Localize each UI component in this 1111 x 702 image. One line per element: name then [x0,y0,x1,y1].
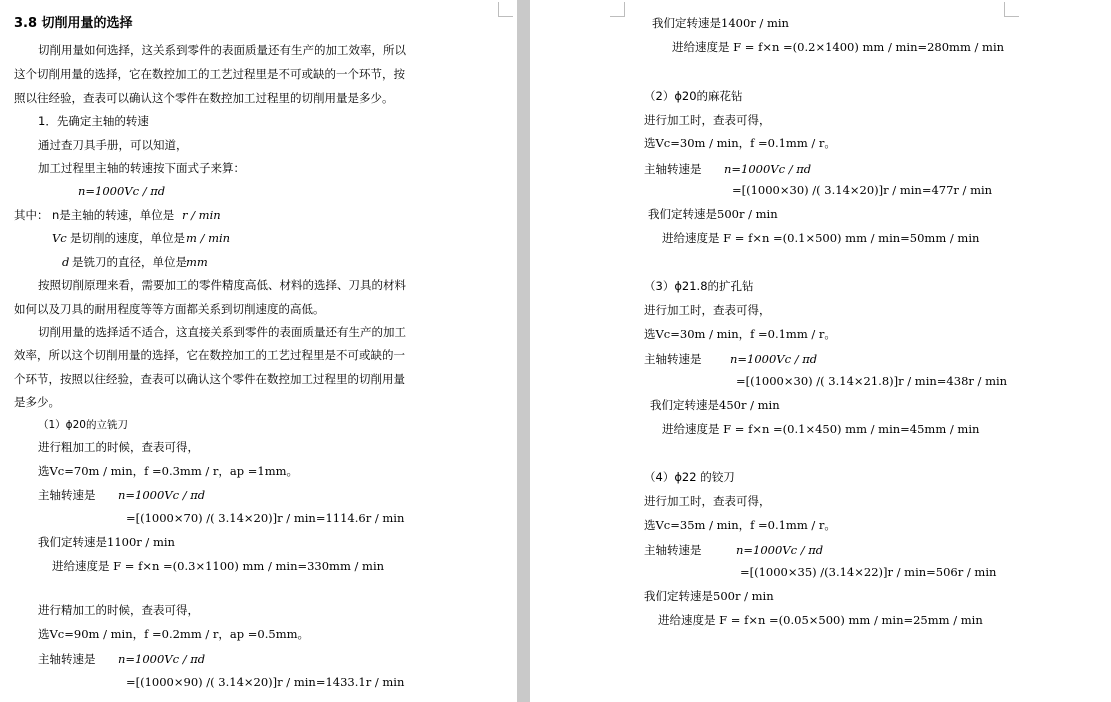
tool3-query: 进行加工时，查表可得， [644,303,771,317]
paragraph-line: 切削用量如何选择，这关系到零件的表面质量还有生产的加工效率，所以 [38,43,406,57]
paragraph-line: 如何以及刀具的耐用程度等等方面都关系到切削速度的高低。 [14,302,325,316]
paragraph-line: 照以往经验，查表可以确认这个零件在数控加工过程里的切削用量是多少。 [14,91,394,105]
tool4-title: （4）ϕ22 的铰刀 [644,470,735,484]
tool4-spindle-formula: n=1000Vc / πd [736,543,824,557]
tool2-title: （2）ϕ20的麻花钻 [644,89,743,103]
finish-set-speed: 我们定转速是1400r / min [652,16,789,30]
tool1-title: （1）ϕ20的立铣刀 [38,419,128,431]
tool4-select: 选Vc=35m / min，f =0.1mm / r。 [644,518,836,532]
tool3-spindle-formula: n=1000Vc / πd [730,352,818,366]
tool2-set-speed: 我们定转速是500r / min [648,207,778,221]
paragraph-line: 效率，所以这个切削用量的选择，它在数控加工的工艺过程里是不可或缺的一 [14,348,405,362]
variable-vc-unit: m / min [186,231,231,245]
tool4-spindle-label: 主轴转速是 [644,543,702,557]
finish-spindle-calc: =[(1000×90) /( 3.14×20)]r / min=1433.1r / min [126,675,405,689]
finish-query: 进行精加工的时候，查表可得， [38,603,199,617]
where-label: 其中： [14,208,49,222]
tool3-spindle-label: 主轴转速是 [644,352,702,366]
finish-spindle-label: 主轴转速是 [38,652,96,666]
rough-spindle-formula: n=1000Vc / πd [118,488,206,502]
paragraph-line: 按照切削原理来看，需要加工的零件精度高低、材料的选择、刀具的材料 [38,278,406,292]
tool2-query: 进行加工时，查表可得， [644,113,771,127]
variable-d-symbol: d [62,255,70,269]
variable-n-unit: r / min [182,208,221,222]
tool4-feed: 进给速度是 F = f×n =(0.05×500) mm / min=25mm / min [658,613,983,627]
margin-corner-mark [610,2,625,17]
variable-vc-symbol: Vc [52,231,67,245]
document-page-right [530,0,1111,702]
tool3-select: 选Vc=30m / min，f =0.1mm / r。 [644,327,836,341]
step-heading: 1．先确定主轴的转速 [38,114,149,128]
paragraph-line: 加工过程里主轴的转速按下面式子来算： [38,161,245,175]
paragraph-line: 通过查刀具手册，可以知道， [38,138,188,152]
tool2-feed: 进给速度是 F = f×n =(0.1×500) mm / min=50mm / min [662,231,980,245]
margin-corner-mark [498,2,513,17]
paragraph-line: 个环节，按照以往经验，查表可以确认这个零件在数控加工过程里的切削用量 [14,372,405,386]
variable-n-desc: n是主轴的转速，单位是 [52,208,175,222]
finish-spindle-formula: n=1000Vc / πd [118,652,206,666]
tool2-spindle-label: 主轴转速是 [644,162,702,176]
finish-select: 选Vc=90m / min，f =0.2mm / r，ap =0.5mm。 [38,627,310,641]
tool2-select: 选Vc=30m / min，f =0.1mm / r。 [644,136,836,150]
paragraph-line: 是多少。 [14,395,60,409]
variable-vc-desc: 是切削的速度，单位是 [70,231,185,245]
tool4-query: 进行加工时，查表可得， [644,494,771,508]
rough-spindle-label: 主轴转速是 [38,488,96,502]
variable-d-desc: 是铣刀的直径，单位是 [72,255,187,269]
finish-feed: 进给速度是 F = f×n =(0.2×1400) mm / min=280mm / min [672,40,1005,54]
tool4-spindle-calc: =[(1000×35) /(3.14×22)]r / min=506r / min [740,565,997,579]
tool3-spindle-calc: =[(1000×30) /( 3.14×21.8)]r / min=438r / min [736,374,1008,388]
paragraph-line: 这个切削用量的选择，它在数控加工的工艺过程里是不可或缺的一个环节，按 [14,67,405,81]
spindle-formula: n=1000Vc / πd [78,184,166,198]
rough-set-speed: 我们定转速是1100r / min [38,535,175,549]
tool2-spindle-calc: =[(1000×30) /( 3.14×20)]r / min=477r / min [732,183,993,197]
variable-d-unit: mm [186,255,208,269]
page-gutter [517,0,530,702]
tool3-title: （3）ϕ21.8的扩孔钻 [644,279,754,293]
rough-query: 进行粗加工的时候，查表可得， [38,440,199,454]
tool4-set-speed: 我们定转速是500r / min [644,589,774,603]
rough-feed: 进给速度是 F = f×n =(0.3×1100) mm / min=330mm / min [52,559,385,573]
tool2-spindle-formula: n=1000Vc / πd [724,162,812,176]
document-page-left [0,0,517,702]
section-heading: 3.8 切削用量的选择 [14,16,133,31]
tool3-feed: 进给速度是 F = f×n =(0.1×450) mm / min=45mm / min [662,422,980,436]
rough-select: 选Vc=70m / min，f =0.3mm / r，ap =1mm。 [38,464,299,478]
rough-spindle-calc: =[(1000×70) /( 3.14×20)]r / min=1114.6r / min [126,511,405,525]
paragraph-line: 切削用量的选择适不适合，这直接关系到零件的表面质量还有生产的加工 [38,325,406,339]
margin-corner-mark [1004,2,1019,17]
tool3-set-speed: 我们定转速是450r / min [650,398,780,412]
